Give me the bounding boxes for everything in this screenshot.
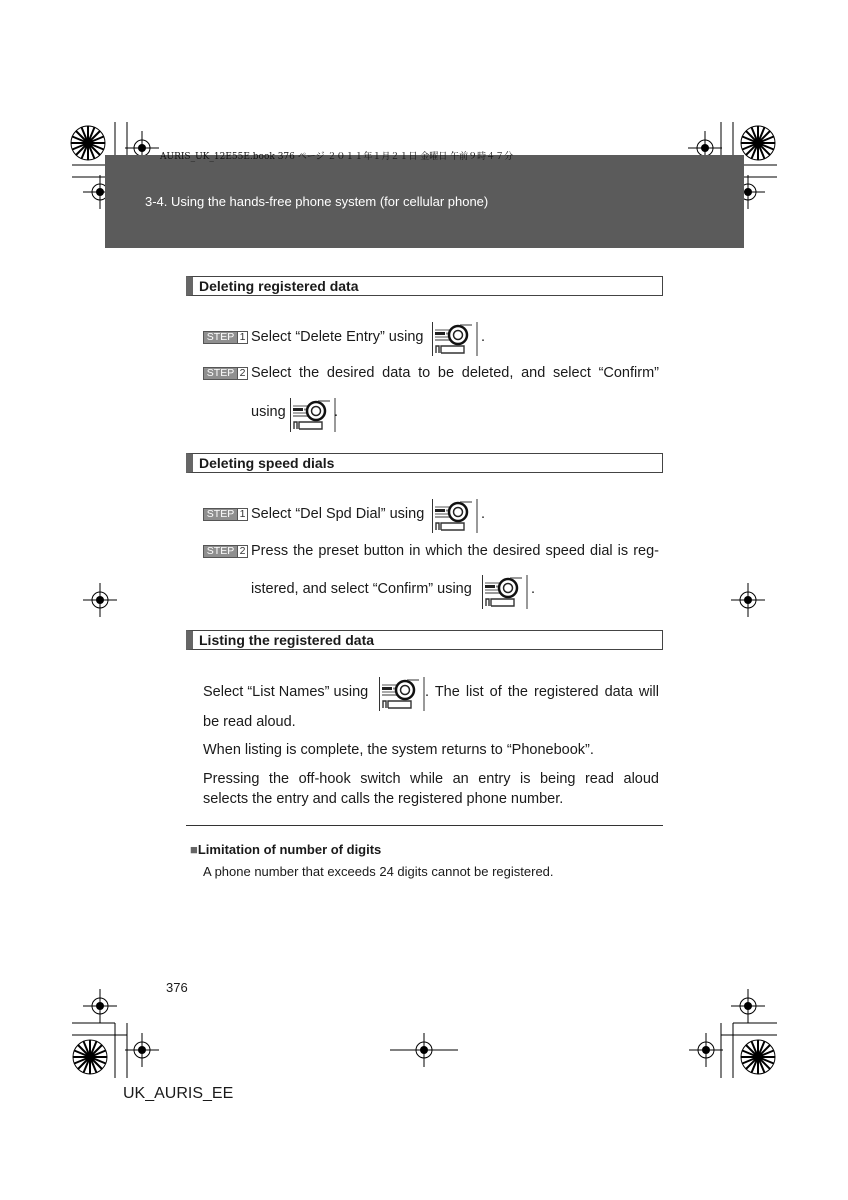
section-title: Deleting registered data — [199, 278, 359, 294]
section-title: Listing the registered data — [199, 632, 375, 648]
step-text-cont: istered, and select “Confirm” using — [251, 581, 472, 597]
step-text: Select “Delete Entry” using — [251, 329, 424, 345]
footer-code: UK_AURIS_EE — [123, 1085, 234, 1102]
note-title — [190, 842, 381, 857]
step-badge-number: 1 — [237, 332, 247, 343]
section-heading: 3-4. Using the hands-free phone system (for cellular phone) — [145, 194, 489, 209]
step-badge — [203, 367, 248, 380]
step-text-cont: using — [251, 404, 286, 420]
print-meta-line: AURIS_UK_12E55E.book 376 ページ ２０１１年１月２１日 金曜日 午前９時４７分 — [160, 152, 514, 162]
tune-sel-knob-icon — [482, 573, 528, 611]
paragraph-text: . The list of the registered data will — [425, 684, 659, 700]
section-bar-deleting-speed-dials — [186, 453, 663, 473]
tune-sel-knob-icon — [432, 320, 478, 358]
section-title: Deleting speed dials — [199, 455, 335, 471]
step-end: . — [481, 329, 486, 345]
step-badge-number: 1 — [237, 509, 247, 520]
note-text: A phone number that exceeds 24 digits cannot be registered. — [203, 864, 554, 879]
paragraph-text: Select “List Names” using — [203, 684, 369, 700]
step-end: . — [531, 581, 536, 597]
paragraph-text: be read aloud. — [203, 714, 296, 730]
step-text: Select the desired data to be deleted, and select “Confirm” — [251, 365, 659, 381]
step-badge-label: STEP — [204, 368, 237, 379]
step-badge-number: 2 — [237, 546, 247, 557]
divider — [186, 825, 663, 826]
step-text: Select “Del Spd Dial” using — [251, 506, 425, 522]
step-text: Press the preset button in which the desired speed dial is reg- — [251, 543, 659, 559]
section-bar-listing-registered-data — [186, 630, 663, 650]
step-badge-label: STEP — [204, 332, 237, 343]
step-end: . — [481, 506, 486, 522]
page-number: 376 — [166, 980, 188, 995]
paragraph-text: selects the entry and calls the registered phone number. — [203, 791, 564, 807]
step-badge-label: STEP — [204, 509, 237, 520]
step-badge — [203, 545, 248, 558]
step-end: . — [334, 404, 339, 420]
tune-sel-knob-icon — [379, 675, 425, 713]
step-badge-number: 2 — [237, 368, 247, 379]
tune-sel-knob-icon — [290, 396, 339, 434]
tune-sel-knob-icon — [432, 497, 478, 535]
paragraph-text: Pressing the off-hook switch while an entry is being read aloud — [203, 771, 659, 787]
step-badge — [203, 508, 248, 521]
step-badge-label: STEP — [204, 546, 237, 557]
section-bar-deleting-registered-data — [186, 276, 663, 296]
note-title-text: Limitation of number of digits — [197, 842, 382, 857]
step-badge — [203, 331, 248, 344]
paragraph-text: When listing is complete, the system returns to “Phonebook”. — [203, 742, 594, 758]
note-marker: ■ — [190, 842, 198, 857]
